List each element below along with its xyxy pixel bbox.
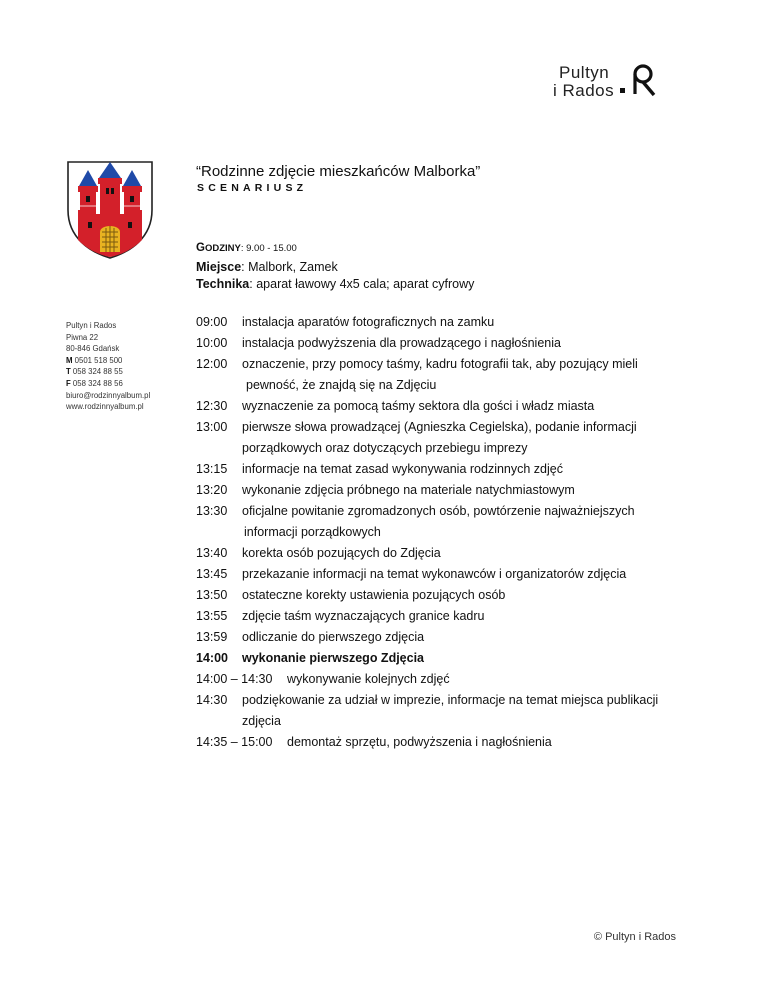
contact-street: Piwna 22 (66, 332, 99, 342)
logo-line-1: Pultyn (559, 63, 610, 82)
hours-label: GODZINY (196, 242, 241, 254)
schedule-list (196, 312, 716, 753)
schedule-item: 13:55 zdjęcie taśm wyznaczających granice kadru (196, 609, 485, 623)
hours-line (196, 242, 297, 254)
schedule-item: 14:30 podziękowanie za udział w imprezie, informacje na temat miejsca publikacji zdjęcia (196, 693, 659, 728)
contact-city: 80-846 Gdańsk (66, 344, 120, 354)
company-logo (553, 62, 663, 104)
logo-dot (620, 88, 625, 93)
schedule-item: 13:15 informacje na temat zasad wykonywania rodzinnych zdjęć (196, 462, 563, 476)
schedule-item: 13:20 wykonanie zdjęcia próbnego na materiale natychmiastowym (196, 483, 575, 497)
technique-value: : aparat ławowy 4x5 cala; aparat cyfrowy (249, 277, 475, 291)
schedule-item: 12:30 wyznaczenie za pomocą taśmy sektora dla gości i władz miasta (196, 399, 595, 413)
document-subtitle: SCENARIUSZ (197, 182, 308, 194)
footer-copyright: © Pultyn i Rados (593, 931, 676, 943)
contact-website: www.rodzinnyalbum.pl (66, 402, 144, 412)
contact-phone: T 058 324 88 55 (66, 367, 123, 377)
logo-line-2: i Rados (553, 81, 615, 100)
schedule-item: 13:00 pierwsze słowa prowadzącej (Agnieszka Cegielska), podanie informacji porządkowych oraz dotyczących przebiegu imprezy (196, 420, 637, 455)
schedule-item: 13:30 oficjalne powitanie zgromadzonych osób, powtórzenie najważniejszych informacji porządkowych (196, 504, 635, 539)
logo-pr-mark-icon (627, 64, 659, 98)
technique-line (196, 277, 474, 291)
schedule-item: 14:35 – 15:00 demontaż sprzętu, podwyższenia i nagłośnienia (196, 735, 552, 749)
hours-value: : 9.00 - 15.00 (240, 243, 297, 254)
contact-block (66, 320, 150, 413)
place-value: : Malbork, Zamek (241, 260, 338, 274)
malbork-coat-of-arms-icon (66, 160, 154, 260)
schedule-item: 14:00 – 14:30 wykonywanie kolejnych zdjęć (196, 672, 450, 686)
contact-email: biuro@rodzinnyalbum.pl (66, 390, 151, 400)
place-label: Miejsce (196, 260, 242, 274)
place-line (196, 260, 338, 274)
schedule-item: 13:45 przekazanie informacji na temat wykonawców i organizatorów zdjęcia (196, 567, 627, 581)
schedule-item-highlight: 14:00 wykonanie pierwszego Zdjęcia (196, 651, 425, 665)
contact-name: Pultyn i Rados (66, 321, 117, 330)
schedule-item: 09:00 instalacja aparatów fotograficznych na zamku (196, 315, 495, 329)
technique-label: Technika (196, 277, 250, 291)
schedule-item: 13:59 odliczanie do pierwszego zdjęcia (196, 630, 425, 644)
schedule-item: 10:00 instalacja podwyższenia dla prowadzącego i nagłośnienia (196, 336, 561, 350)
schedule-item: 13:50 ostateczne korekty ustawienia pozujących osób (196, 588, 506, 602)
schedule-item: 12:00 oznaczenie, przy pomocy taśmy, kadru fotografii tak, aby pozujący mieli pewność, że znajdą się na Zdjęciu (196, 357, 638, 392)
contact-mobile: M 0501 518 500 (66, 355, 123, 365)
contact-fax: F 058 324 88 56 (66, 378, 123, 388)
document-title: “Rodzinne zdjęcie mieszkańców Malborka” (196, 163, 481, 180)
schedule-item: 13:40 korekta osób pozujących do Zdjęcia (196, 546, 441, 560)
